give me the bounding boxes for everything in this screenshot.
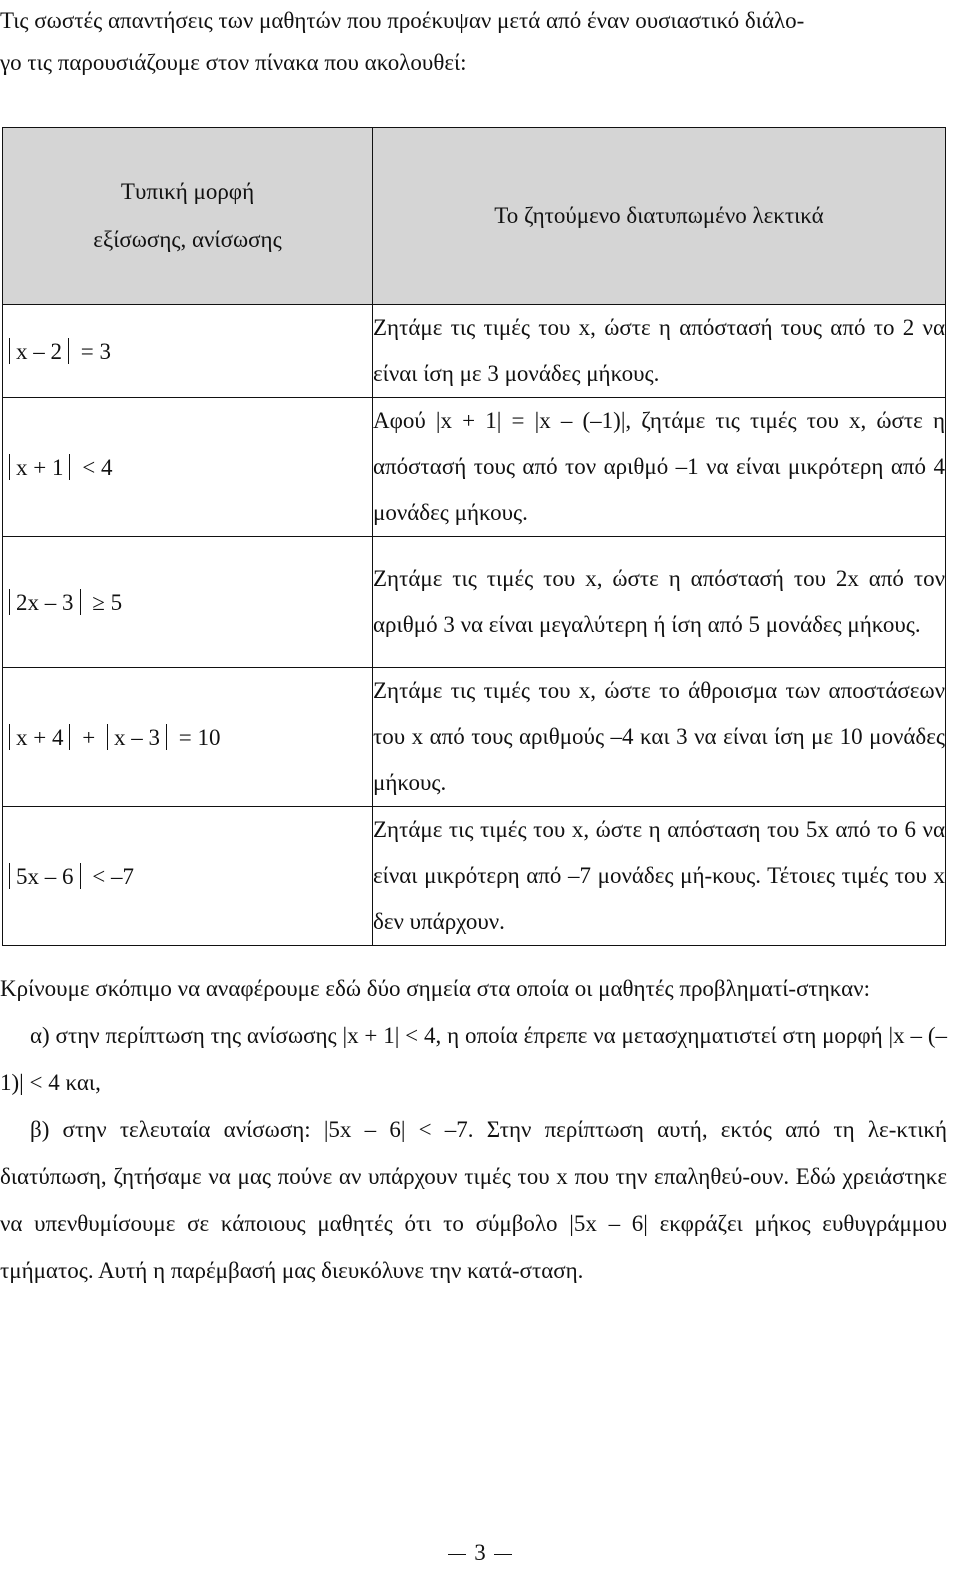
eq-term: x + 1 [16,454,64,480]
equation-cell [3,807,373,946]
table-row [3,398,946,537]
header-standard-form [3,128,373,305]
page-number: 3 [474,1540,486,1565]
paragraph-point-a: α) στην περίπτωση της ανίσωσης |x + 1| < 4, η οποία έπρεπε να μετασχηματιστεί στη μορφή |x – (–1)| < 4 και, [0,1023,947,1095]
verbal-cell: Αφού |x + 1| = |x – (–1)|, ζητάμε τις τιμές του x, ώστε η απόστασή τους από τον αριθμό –1 να είναι μικρότερη από 4 μονάδες μήκους. [373,398,946,537]
verbal-cell: Ζητάμε τις τιμές του x, ώστε η απόστασή του 2x από τον αριθμό 3 να είναι μεγαλύτερη ή ίση από 5 μονάδες μήκους. [373,537,946,668]
table-row [3,537,946,668]
intro-line-2: γο τις παρουσιάζουμε στον πίνακα που ακολουθεί: [0,50,467,75]
equation-cell [3,305,373,398]
abs-bar [9,724,10,750]
abs-bar [80,589,81,615]
abs-bar [69,724,70,750]
verbal-cell: Ζητάμε τις τιμές του x, ώστε η απόστασή τους από το 2 να είναι ίση με 3 μονάδες μήκους. [373,305,946,398]
dash-left [448,1554,466,1555]
equation-cell [3,398,373,537]
table-row [3,807,946,946]
abs-bar [68,338,69,364]
abs-bar [9,589,10,615]
abs-bar [9,338,10,364]
paragraph-intro: Κρίνουμε σκόπιμο να αναφέρουμε εδώ δύο σημεία στα οποία οι μαθητές προβληματί-στηκαν: [0,976,870,1001]
verbal-cell: Ζητάμε τις τιμές του x, ώστε το άθροισμα των αποστάσεων του x από τους αριθμούς –4 και 3 να είναι ίση με 10 μονάδες μήκους. [373,668,946,807]
abs-bar [107,724,108,750]
verbal-cell: Ζητάμε τις τιμές του x, ώστε η απόσταση του 5x από το 6 να είναι μικρότερη από –7 μονάδες μή-κους. Τέτοιες τιμές του x δεν υπάρχουν. [373,807,946,946]
eq-term: x + 4 [16,724,64,750]
eq-rest: ≥ 5 [86,589,123,615]
page-footer [0,1540,960,1566]
equation-cell [3,537,373,668]
abs-bar [166,724,167,750]
eq-mid: + [76,724,101,750]
abs-bar [80,863,81,889]
table-row [3,668,946,807]
abs-bar [69,454,70,480]
intro-line-1: Τις σωστές απαντήσεις των μαθητών που προέκυψαν μετά από έναν ουσιαστικό διάλο- [0,8,805,33]
eq-term: 2x – 3 [16,589,74,615]
forms-table [2,127,946,946]
eq-term: 5x – 6 [16,863,74,889]
eq-rest: = 10 [172,724,221,750]
eq-term: x – 2 [16,338,62,364]
table-row [3,305,946,398]
intro-paragraph [0,0,955,84]
table-header-row [3,128,946,305]
header-verbal-form: Το ζητούμενο διατυπωμένο λεκτικά [373,128,946,305]
equation-cell [3,668,373,807]
abs-bar [9,454,10,480]
header-left-line-2: εξίσωσης, ανίσωσης [93,227,282,252]
dash-right [494,1554,512,1555]
abs-bar [9,863,10,889]
eq-rest: < 4 [76,454,113,480]
eq-rest: = 3 [75,338,111,364]
eq-term: x – 3 [113,724,160,750]
discussion-text [0,965,947,1294]
paragraph-point-b: β) στην τελευταία ανίσωση: |5x – 6| < –7. Στην περίπτωση αυτή, εκτός από τη λε-κτική διατύπωση, ζητήσαμε να μας πούνε αν υπάρχουν τιμές του x που την επαληθεύ-ουν. Εδώ χρειάστηκε να υπενθυμίσουμε σε κάποιους μαθητές ότι το σύμβολο |5x – 6| εκφράζει μήκος ευθυγράμμου τμήματος. Αυτή η παρέμβασή μας διευκόλυνε την κατά-σταση. [0,1117,947,1283]
eq-rest: < –7 [86,863,134,889]
header-left-line-1: Τυπική μορφή [120,179,255,204]
